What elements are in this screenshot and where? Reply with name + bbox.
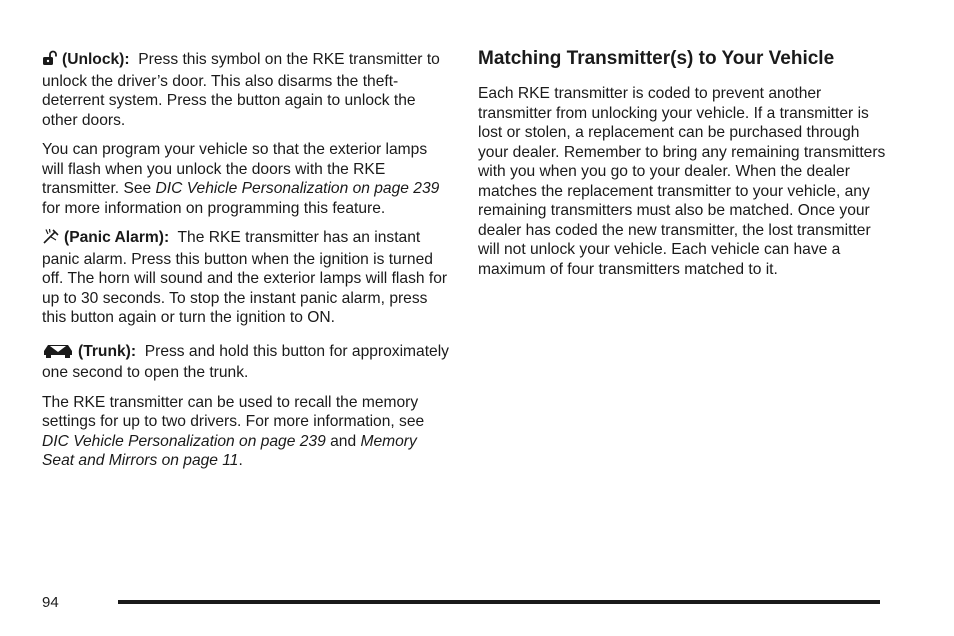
lamps-paragraph [42,140,452,218]
unlock-text: Press this symbol on the RKE transmitter to unlock the driver’s door. This also disarms the theft-deterrent system. Press the button again to unlock the other doors. [42,51,440,129]
page-number: 94 [42,594,59,611]
left-column [42,50,452,481]
matching-paragraph: Each RKE transmitter is coded to prevent another transmitter from unlocking your vehicle. If a transmitter is lost or stolen, a replacement can be purchased through your dealer. Remember to bring any remaining transmitters with you when you go to your dealer. When the dealer matches the replacement transmitter to your vehicle, any remaining transmitters must also be matched. Once your dealer has coded the new transmitter, the lost transmitter will not unlock your vehicle. Each vehicle can have a maximum of four transmitters matched to it. [478,85,886,278]
right-column [478,47,888,289]
trunk-icon [42,342,74,364]
panic-text: The RKE transmitter has an instant panic alarm. Press this button when the ignition is turned off. The horn will sound and the exterior lamps will flash for up to 30 seconds. To stop the instant panic alarm, press this button again or turn the ignition to ON. [42,229,448,326]
trunk-paragraph [42,342,452,383]
memory-end: . [238,452,243,469]
section-heading: Matching Transmitter(s) to Your Vehicle [478,48,835,69]
lamps-text-start: You can program your vehicle so that the exterior lamps will flash when you unlock the doors with the RKE transmitter. See [42,141,428,197]
unlock-label: (Unlock): [62,51,130,68]
memory-text-start: The RKE transmitter can be used to recall the memory settings for up to two drivers. For more information, see [42,393,425,430]
unlock-paragraph [42,50,452,130]
trunk-label: (Trunk): [78,342,137,360]
memory-and: and [325,432,361,450]
lamps-text-end: for more information on programming this feature. [42,199,386,217]
panic-paragraph [42,228,452,328]
panic-label: (Panic Alarm): [64,229,170,246]
footer-rule [118,600,880,604]
panic-alarm-icon [42,228,60,250]
lamps-reference: DIC Vehicle Personalization on page 239 [155,180,440,197]
memory-reference-1: DIC Vehicle Personalization on page 239 [42,432,326,450]
unlock-icon [42,50,58,72]
trunk-text: Press and hold this button for approximately one second to open the trunk. [42,342,449,381]
memory-reference-2: Memory Seat and Mirrors on page 11 [42,432,417,469]
memory-paragraph [42,393,452,471]
